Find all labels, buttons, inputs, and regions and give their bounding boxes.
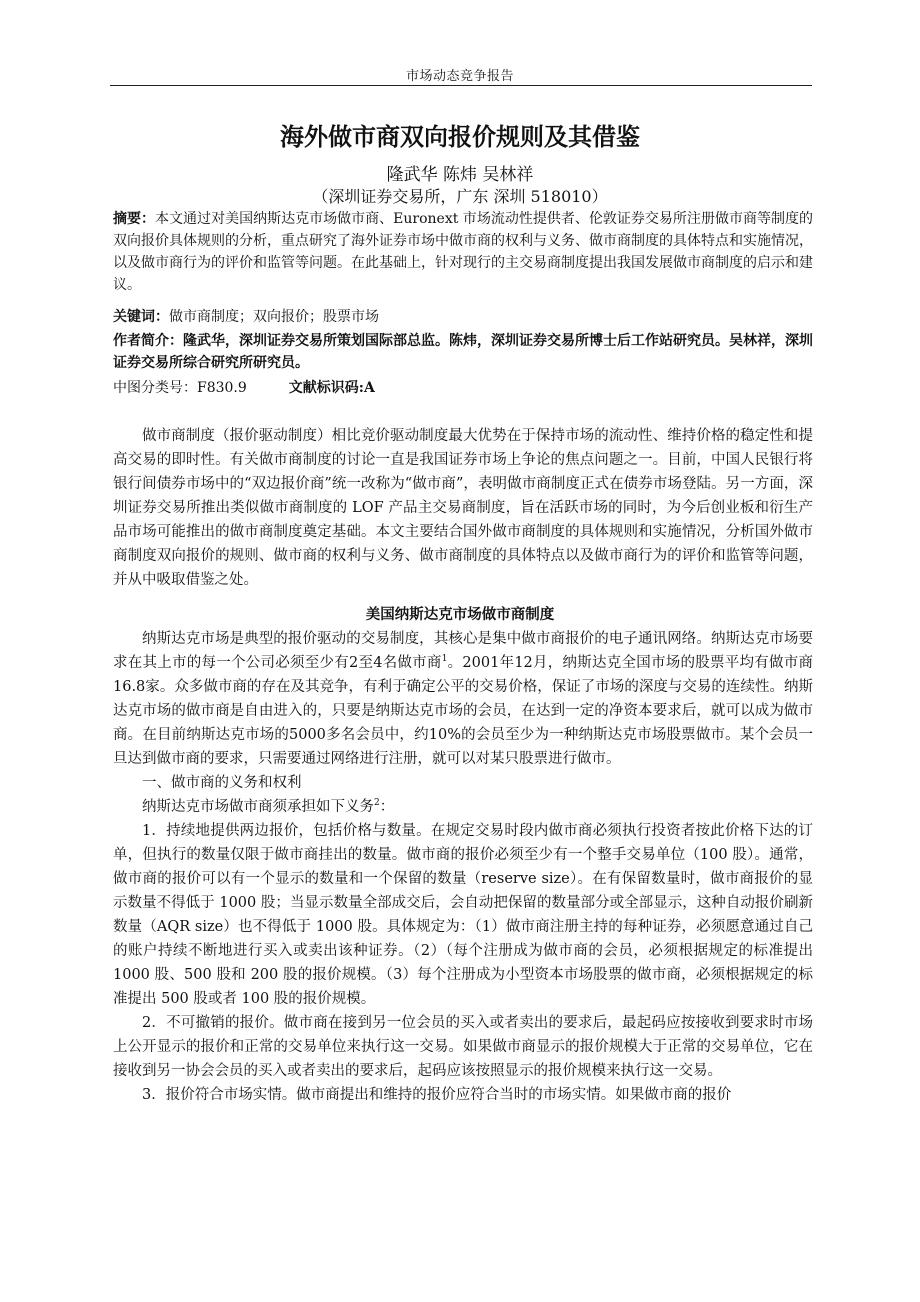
abstract (113, 208, 813, 296)
keywords (113, 306, 813, 328)
obligation-item-1: 1．持续地提供两边报价，包括价格与数量。在规定交易时段内做市商必须执行投资者按此价格下达的订单，但执行的数量仅限于做市商挂出的数量。做市商的报价必须至少有一个整手交易单位（100 股）。通常，做市商的报价可以有一个显示的数量和一个保留的数量（reserve size）。在有保留数量时，做市商报价的显示数量不得低于 1000 股；当显示数量全部成交后，会自动把保留的数量部分或全部显示，这种自动报价刷新数量（AQR size）也不得低于 1000 股。具体规定为：（1）做市商注册主持的每种证券，必须愿意通过自己的账户持续不断地进行买入或卖出该种证券。（2）（每个注册成为做市商的会员，必须根据规定的标准提出 1000 股、500 股和 200 股的报价规模。（3）每个注册成为小型资本市场股票的做市商，必须根据规定的标准提出 500 股或者 100 股的报价规模。 (113, 823, 813, 1007)
author-intro-text: 隆武华，深圳证券交易所策划国际部总监。陈炜，深圳证券交易所博士后工作站研究员。吴林祥，深圳证券交易所综合研究所研究员。 (113, 333, 813, 371)
paper-title: 海外做市商双向报价规则及其借鉴 (280, 123, 640, 151)
obligations-text-b: ： (379, 799, 395, 815)
nasdaq-section (113, 627, 813, 1107)
classification-label: 中图分类号： (113, 380, 197, 396)
abstract-text: 本文通过对美国纳斯达克市场做市商、Euronext 市场流动性提供者、伦敦证券交易所注册做市商等制度的双向报价具体规则的分析，重点研究了海外证券市场中做市商的权利与义务、做市商制度的具体特点和实施情况，以及做市商行为的评价和监管等问题。在此基础上，针对现行的主交易商制度提出我国发展做市商制度的启示和建议。 (113, 211, 813, 293)
running-header: 市场动态竞争报告 (405, 69, 514, 84)
author-intro-label: 作者简介： (113, 333, 183, 349)
section-heading: 美国纳斯达克市场做市商制度 (365, 606, 555, 623)
intro-paragraph: 做市商制度（报价驱动制度）相比竞价驱动制度最大优势在于保持市场的流动性、维持价格的稳定性和提高交易的即时性。有关做市商制度的讨论一直是我国证券市场上争论的焦点问题之一。目前，中国人民银行将银行间债券市场中的“双边报价商”统一改称为“做市商”，表明做市商制度正式在债券市场登陆。另一方面，深圳证券交易所推出类似做市商制度的 LOF 产品主交易商制度，旨在活跃市场的同时，为今后创业板和衍生产品市场可能推出的做市商制度奠定基础。本文主要结合国外做市商制度的具体规则和实施情况，分析国外做市商制度双向报价的规则、做市商的权利与义务、做市商制度的具体特点以及做市商行为的评价和监管等问题，并从中吸取借鉴之处。 (113, 428, 813, 588)
abstract-label: 摘要： (113, 211, 156, 227)
classification (113, 377, 813, 399)
doc-code-label: 文献标识码: (288, 380, 364, 396)
nasdaq-paragraph (113, 627, 813, 771)
author-names: 隆武华 陈炜 吴林祥 (386, 165, 534, 185)
subsection-heading: 一、做市商的义务和权利 (142, 775, 302, 791)
footnote-ref: 1 (441, 654, 448, 665)
keywords-text: 做市商制度；双向报价；股票市场 (169, 309, 379, 325)
obligation-item-2: 2．不可撤销的报价。做市商在接到另一位会员的买入或者卖出的要求后，最起码应按接收到要求时市场上公开显示的报价和正常的交易单位来执行这一交易。如果做市商显示的报价规模大于正常的交易单位，它在接收到另一协会会员的买入或者卖出的要求后，起码应该按照显示的报价规模来执行这一交易。 (113, 1015, 813, 1079)
footnote-ref: 2 (374, 798, 380, 809)
introduction (113, 424, 813, 592)
keywords-label: 关键词： (113, 309, 169, 325)
affiliation: （深圳证券交易所，广东 深圳 518010） (312, 187, 608, 206)
author-introduction (113, 330, 813, 374)
obligations-intro (113, 795, 813, 819)
doc-code-value: A (363, 380, 375, 396)
classification-value: F830.9 (197, 380, 247, 396)
nasdaq-p1-text-a: 纳斯达克市场是典型的报价驱动的交易制度，其核心是集中做市商报价的电子通讯网络。纳斯达克市场要求在其上市的每一个公司必须至少有2至4名做市商 (113, 631, 813, 671)
obligations-text-a: 纳斯达克市场做市商须承担如下义务 (142, 799, 374, 815)
header-divider (110, 85, 812, 86)
obligation-item-3: 3．报价符合市场实情。做市商提出和维持的报价应符合当时的市场实情。如果做市商的报价 (142, 1087, 732, 1103)
nasdaq-p1-text-b: 。2001年12月，纳斯达克全国市场的股票平均有做市商16.8家。众多做市商的存在及其竞争，有利于确定公平的交易价格，保证了市场的深度与交易的连续性。纳斯达克市场的做市商是自由进入的，只要是纳斯达克市场的会员，在达到一定的净资本要求后，就可以成为做市商。在目前纳斯达克市场的5000多名会员中，约10%的会员至少为一种纳斯达克市场股票做市。某个会员一旦达到做市商的要求，只需要通过网络进行注册，就可以对某只股票进行做市。 (113, 655, 813, 767)
